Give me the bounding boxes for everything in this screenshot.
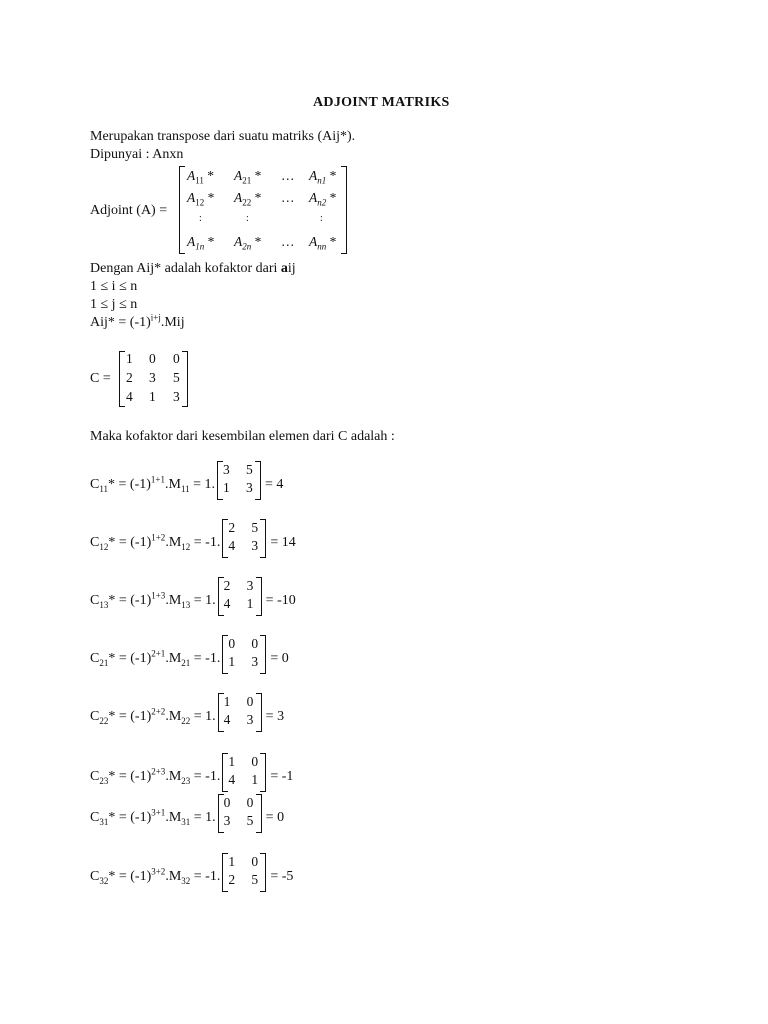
left-bracket: [119, 351, 125, 407]
cofactor-subscript: 13: [99, 599, 109, 610]
sign-exponent: 1+1: [150, 474, 165, 485]
sign-exponent: 2+1: [151, 648, 166, 659]
coefficient: = 1.: [190, 593, 216, 608]
minor-entry: 3: [223, 462, 230, 477]
page-title: ADJOINT MATRIKS: [313, 95, 450, 110]
adj-entry-r2c2: $A_{22}$ *: [234, 190, 262, 208]
minor-entry: 0: [246, 795, 254, 810]
cofactor-expression: [90, 590, 216, 610]
minor-subscript: 12: [181, 541, 191, 552]
minor-entry: 1: [228, 654, 236, 669]
adj-ellipsis-r1: …: [281, 168, 295, 183]
adj-vdots-c2: :: [246, 213, 249, 224]
minor-symbol: .M: [164, 477, 181, 492]
cofactor-subscript: 11: [99, 483, 109, 494]
sign-exponent: 2+3: [151, 766, 166, 777]
minor-entry: 4: [223, 596, 231, 611]
minor-subscript: 31: [181, 816, 191, 827]
minor-entry: 0: [246, 694, 254, 709]
minor-entry: 4: [228, 772, 236, 787]
minor-symbol: .M: [165, 535, 182, 550]
c-entry: 1: [149, 389, 156, 404]
minor-symbol: .M: [165, 709, 182, 724]
definition-line-4: $Aij* = (-1)^{i+j}.Mij$: [90, 312, 185, 330]
c-entry: 0: [173, 351, 180, 366]
cofactor-result: = -10: [265, 593, 296, 608]
minor-entry: 1: [223, 480, 230, 495]
cofactor-symbol: C: [90, 651, 100, 666]
cofactor-expression: [90, 866, 221, 886]
c-entry: 5: [173, 370, 180, 385]
minor-entry: 2: [228, 520, 236, 535]
right-bracket: [256, 577, 262, 616]
adj-entry-r2c1: $A_{12}$ *: [187, 190, 215, 208]
minor-entry: 1: [228, 754, 236, 769]
minor-entry: 0: [251, 754, 259, 769]
sign-exponent: 2+2: [151, 706, 166, 717]
cofactor-symbol: C: [90, 477, 100, 492]
cofactor-expression: [90, 532, 221, 552]
cofactor-result: = 0: [265, 810, 285, 825]
coefficient: = -1.: [190, 651, 221, 666]
cofactor-subscript: 23: [99, 775, 109, 786]
minor-entry: 4: [223, 712, 231, 727]
adj-entry-r2c3: $A_{n2}$ *: [309, 190, 337, 208]
sign-factor: * = (-1): [108, 869, 152, 884]
definition-line-1: Dengan Aij* adalah kofaktor dari aij: [90, 261, 296, 276]
minor-symbol: .M: [165, 810, 182, 825]
adj-vdots-c1: :: [199, 213, 202, 224]
minor-subscript: 21: [181, 657, 191, 668]
cofactor-symbol: C: [90, 535, 100, 550]
sign-exponent: 3+2: [151, 866, 166, 877]
cofactor-result: = 3: [265, 709, 285, 724]
adj-entry-r1c1: $A_{11}$ *: [187, 168, 215, 186]
minor-entry: 0: [228, 636, 236, 651]
minor-entry: 5: [251, 872, 259, 887]
definition-line-2: 1 ≤ i ≤ n: [90, 279, 138, 294]
minor-entry: 5: [246, 813, 254, 828]
c-entry: 2: [126, 370, 133, 385]
cofactor-intro: Maka kofaktor dari kesembilan elemen dari C adalah :: [90, 429, 395, 444]
adj-vdots-c3: :: [320, 213, 323, 224]
coefficient: = 1.: [189, 477, 216, 492]
coefficient: = 1.: [190, 709, 216, 724]
minor-subscript: 22: [181, 715, 191, 726]
minor-entry: 5: [246, 462, 253, 477]
minor-entry: 1: [228, 854, 236, 869]
minor-entry: 1: [251, 772, 259, 787]
c-entry: 3: [149, 370, 156, 385]
minor-entry: 0: [251, 854, 259, 869]
definition-line-3: 1 ≤ j ≤ n: [90, 297, 138, 312]
minor-entry: 1: [246, 596, 254, 611]
minor-entry: 4: [228, 538, 236, 553]
minor-subscript: 11: [180, 483, 190, 494]
cofactor-subscript: 22: [99, 715, 109, 726]
minor-entry: 3: [251, 538, 259, 553]
minor-symbol: .M: [165, 593, 182, 608]
cofactor-result: = -5: [270, 869, 294, 884]
c-label: C =: [90, 371, 111, 386]
cofactor-subscript: 31: [99, 816, 109, 827]
cofactor-expression: [90, 766, 221, 786]
sign-factor: * = (-1): [108, 477, 151, 492]
sign-exponent: 3+1: [151, 807, 166, 818]
coefficient: = -1.: [190, 869, 221, 884]
right-bracket: [182, 351, 188, 407]
c-entry: 1: [126, 351, 133, 366]
c-entry: 3: [173, 389, 180, 404]
left-bracket: [179, 166, 185, 254]
cofactor-expression: [90, 474, 216, 494]
adj-entry-r1c2: $A_{21}$ *: [234, 168, 262, 186]
right-bracket: [256, 794, 262, 833]
cofactor-subscript: 32: [99, 875, 109, 886]
cofactor-symbol: C: [90, 593, 100, 608]
minor-symbol: .M: [165, 869, 182, 884]
cofactor-subscript: 21: [99, 657, 109, 668]
cofactor-result: = 0: [270, 651, 289, 666]
minor-entry: 3: [246, 578, 254, 593]
minor-entry: 0: [251, 636, 259, 651]
right-bracket: [255, 461, 261, 500]
coefficient: = -1.: [190, 535, 221, 550]
cofactor-symbol: C: [90, 709, 100, 724]
right-bracket: [260, 753, 266, 792]
minor-subscript: 23: [181, 775, 191, 786]
adjoint-label: Adjoint (A) =: [90, 203, 168, 218]
minor-entry: 3: [251, 654, 259, 669]
c-entry: 0: [149, 351, 156, 366]
minor-entry: 2: [223, 578, 231, 593]
sign-factor: * = (-1): [108, 709, 152, 724]
adj-entry-r4c1: $A_{1n}$ *: [187, 234, 215, 252]
cofactor-result: = -1: [270, 769, 294, 784]
adj-ellipsis-r4: …: [281, 234, 295, 249]
right-bracket: [341, 166, 347, 254]
minor-entry: 3: [246, 480, 253, 495]
right-bracket: [256, 693, 262, 732]
minor-entry: 2: [228, 872, 236, 887]
sign-factor: * = (-1): [108, 593, 152, 608]
cofactor-expression: [90, 807, 216, 827]
coefficient: = 1.: [190, 810, 216, 825]
coefficient: = -1.: [190, 769, 221, 784]
cofactor-result: = 4: [265, 477, 284, 492]
minor-entry: 1: [223, 694, 231, 709]
right-bracket: [260, 853, 266, 892]
minor-subscript: 13: [181, 599, 191, 610]
cofactor-expression: [90, 706, 216, 726]
intro-line-1: Merupakan transpose dari suatu matriks (Aij*).: [90, 129, 356, 144]
adj-entry-r4c2: $A_{2n}$ *: [234, 234, 262, 252]
sign-exponent: 1+2: [151, 532, 166, 543]
sign-factor: * = (-1): [108, 535, 152, 550]
cofactor-symbol: C: [90, 869, 100, 884]
cofactor-expression: [90, 648, 221, 668]
minor-entry: 5: [251, 520, 259, 535]
intro-line-2: Dipunyai : Anxn: [90, 147, 184, 162]
sign-factor: * = (-1): [108, 810, 152, 825]
cofactor-symbol: C: [90, 810, 100, 825]
minor-symbol: .M: [165, 651, 182, 666]
sign-factor: * = (-1): [108, 769, 152, 784]
cofactor-subscript: 12: [99, 541, 109, 552]
adj-entry-r1c3: $A_{n1}$ *: [309, 168, 337, 186]
sign-exponent: 1+3: [151, 590, 166, 601]
right-bracket: [260, 519, 266, 558]
sign-factor: * = (-1): [108, 651, 152, 666]
c-entry: 4: [126, 389, 133, 404]
minor-entry: 3: [223, 813, 231, 828]
minor-entry: 3: [246, 712, 254, 727]
cofactor-symbol: C: [90, 769, 100, 784]
cofactor-result: = 14: [270, 535, 296, 550]
adj-entry-r4c3: $A_{nn}$ *: [309, 234, 337, 252]
minor-entry: 0: [223, 795, 231, 810]
adj-ellipsis-r2: …: [281, 190, 295, 205]
minor-subscript: 32: [181, 875, 191, 886]
right-bracket: [260, 635, 266, 674]
minor-symbol: .M: [165, 769, 182, 784]
